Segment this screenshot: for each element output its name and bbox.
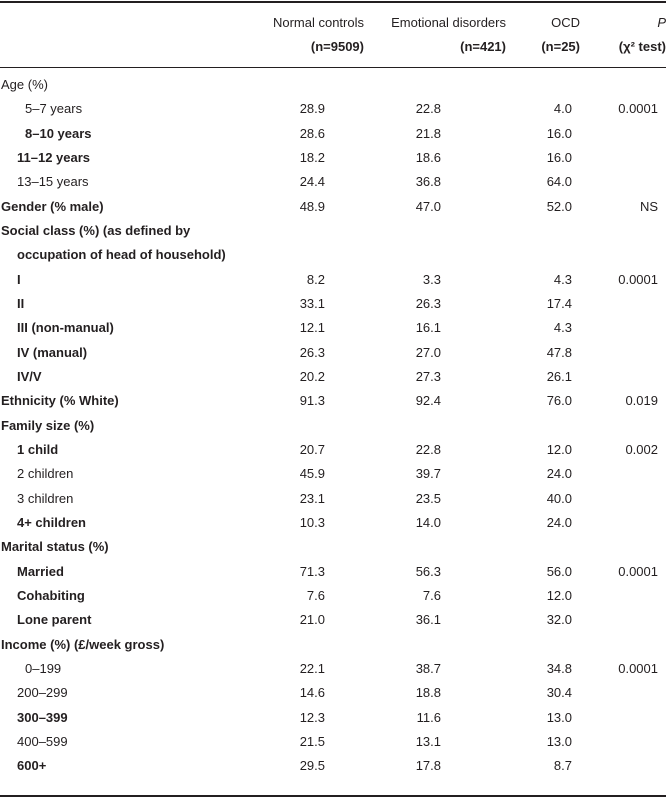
row-label: Income (%) (£/week gross): [1, 636, 165, 652]
normal-controls-value: 23.1: [299, 490, 325, 506]
row-label: II: [17, 295, 25, 311]
ocd-value: 56.0: [546, 563, 572, 579]
header-n: (n=25): [541, 39, 580, 54]
normal-controls-value: 20.7: [299, 441, 325, 457]
emotional-disorders-value: 39.7: [415, 466, 441, 482]
ocd-value: 16.0: [546, 125, 572, 141]
header-p-value: [592, 11, 666, 59]
table-row: [0, 292, 666, 316]
normal-controls-value: 8.2: [306, 271, 325, 287]
emotional-disorders-value: 3.3: [422, 271, 441, 287]
table-row: [0, 146, 666, 170]
row-label: 600+: [17, 758, 47, 774]
normal-controls-value: 48.9: [299, 198, 325, 214]
normal-controls-value: 20.2: [299, 368, 325, 384]
table-row: [0, 730, 666, 754]
row-label: 200–299: [17, 685, 68, 701]
ocd-value: 76.0: [546, 393, 572, 409]
header-n: (χ² test): [618, 39, 666, 54]
ocd-value: 32.0: [546, 612, 572, 628]
row-label: Age (%): [1, 77, 48, 92]
normal-controls-value: 26.3: [299, 344, 325, 360]
emotional-disorders-value: 11.6: [416, 709, 441, 725]
ocd-value: 12.0: [546, 441, 572, 457]
ocd-value: 4.0: [553, 101, 572, 117]
normal-controls-value: 28.9: [299, 101, 325, 117]
header-label: P: [657, 15, 666, 30]
ocd-value: 13.0: [546, 733, 572, 749]
normal-controls-value: 7.6: [306, 587, 325, 603]
table-row: [0, 97, 666, 121]
normal-controls-value: 33.1: [299, 295, 325, 311]
emotional-disorders-value: 21.8: [415, 125, 441, 141]
row-label: 2 children: [17, 466, 74, 482]
row-label: IV (manual): [17, 344, 88, 360]
header-rule: [0, 67, 666, 68]
table-row: [0, 316, 666, 340]
row-label: occupation of head of household): [17, 247, 226, 263]
table-row: [0, 243, 666, 267]
row-label: 11–12 years: [17, 149, 91, 165]
row-label: 1 child: [17, 441, 59, 457]
p-value: 0.0001: [618, 271, 658, 287]
emotional-disorders-value: 26.3: [415, 295, 441, 311]
emotional-disorders-value: 36.8: [415, 174, 441, 190]
table-row: [0, 535, 666, 559]
row-label: I: [17, 271, 21, 287]
table-row: [0, 706, 666, 730]
table-row: [0, 511, 666, 535]
table-row: [0, 122, 666, 146]
row-label: 13–15 years: [17, 174, 89, 190]
row-label: Marital status (%): [1, 539, 109, 555]
ocd-value: 16.0: [546, 149, 572, 165]
p-value: 0.002: [625, 441, 658, 457]
row-label: 8–10 years: [25, 125, 92, 141]
emotional-disorders-value: 27.3: [415, 368, 441, 384]
header-label: Emotional disorders: [391, 15, 506, 30]
table-row: [0, 608, 666, 632]
ocd-value: 52.0: [546, 198, 572, 214]
ocd-value: 30.4: [546, 685, 572, 701]
row-label: Lone parent: [17, 612, 92, 628]
table-row: [0, 560, 666, 584]
ocd-value: 64.0: [546, 174, 572, 190]
table-body: [0, 73, 666, 779]
header-label: OCD: [551, 15, 580, 30]
emotional-disorders-value: 18.6: [415, 149, 441, 165]
header-n: (n=421): [460, 39, 506, 54]
ocd-value: 17.4: [546, 295, 572, 311]
row-label: III (non-manual): [17, 320, 114, 336]
normal-controls-value: 29.5: [299, 758, 325, 774]
ocd-value: 12.0: [546, 587, 572, 603]
normal-controls-value: 18.2: [299, 149, 325, 165]
ocd-value: 4.3: [553, 271, 572, 287]
p-value: 0.0001: [618, 101, 658, 117]
emotional-disorders-value: 47.0: [415, 198, 441, 214]
row-label: 0–199: [25, 660, 62, 676]
header-ocd: [490, 11, 580, 59]
table-row: [0, 73, 666, 97]
header-n: (n=9509): [310, 39, 364, 54]
row-label: Family size (%): [1, 417, 95, 433]
normal-controls-value: 12.1: [299, 320, 325, 336]
ocd-value: 26.1: [546, 368, 572, 384]
row-label: Ethnicity (% White): [1, 393, 119, 409]
row-label: 300–399: [17, 709, 68, 725]
emotional-disorders-value: 22.8: [415, 441, 441, 457]
bottom-rule: [0, 795, 666, 797]
ocd-value: 34.8: [546, 660, 572, 676]
row-label: 5–7 years: [25, 101, 83, 117]
ocd-value: 13.0: [546, 709, 572, 725]
p-value: 0.019: [625, 393, 658, 409]
row-label: Married: [17, 563, 64, 579]
normal-controls-value: 21.0: [299, 612, 325, 628]
normal-controls-value: 22.1: [299, 660, 325, 676]
table-row: [0, 365, 666, 389]
p-value: NS: [639, 198, 658, 214]
table-row: [0, 170, 666, 194]
emotional-disorders-value: 17.8: [415, 758, 441, 774]
emotional-disorders-value: 27.0: [415, 344, 441, 360]
table-row: [0, 219, 666, 243]
ocd-value: 4.3: [553, 320, 572, 336]
row-label: 4+ children: [17, 514, 86, 530]
normal-controls-value: 91.3: [299, 393, 325, 409]
emotional-disorders-value: 92.4: [415, 393, 441, 409]
emotional-disorders-value: 13.1: [415, 733, 441, 749]
emotional-disorders-value: 23.5: [415, 490, 441, 506]
ocd-value: 8.7: [553, 758, 572, 774]
ocd-value: 24.0: [546, 514, 572, 530]
table-row: [0, 487, 666, 511]
header-normal-controls: [232, 11, 364, 59]
table-row: [0, 584, 666, 608]
table-row: [0, 414, 666, 438]
emotional-disorders-value: 36.1: [415, 612, 441, 628]
emotional-disorders-value: 38.7: [415, 660, 441, 676]
row-label: Social class (%) (as defined by: [1, 222, 191, 238]
normal-controls-value: 28.6: [299, 125, 325, 141]
row-label: Cohabiting: [17, 587, 85, 603]
row-label: Gender (% male): [1, 198, 104, 214]
row-label: 3 children: [17, 490, 74, 506]
table-row: [0, 438, 666, 462]
emotional-disorders-value: 14.0: [415, 514, 441, 530]
emotional-disorders-value: 18.8: [415, 685, 441, 701]
normal-controls-value: 14.6: [299, 685, 325, 701]
table-row: [0, 657, 666, 681]
normal-controls-value: 21.5: [299, 733, 325, 749]
emotional-disorders-value: 7.6: [422, 587, 441, 603]
p-value: 0.0001: [618, 563, 658, 579]
top-rule: [0, 1, 666, 3]
row-label: IV/V: [17, 368, 42, 384]
normal-controls-value: 45.9: [299, 466, 325, 482]
ocd-value: 47.8: [546, 344, 572, 360]
p-value: 0.0001: [618, 660, 658, 676]
table-row: [0, 681, 666, 705]
normal-controls-value: 71.3: [299, 563, 325, 579]
normal-controls-value: 12.3: [299, 709, 325, 725]
emotional-disorders-value: 16.1: [415, 320, 441, 336]
emotional-disorders-value: 56.3: [415, 563, 441, 579]
table-row: [0, 195, 666, 219]
header-label: Normal controls: [272, 15, 364, 30]
table-row: [0, 754, 666, 778]
table-row: [0, 462, 666, 486]
table-row: [0, 341, 666, 365]
normal-controls-value: 24.4: [299, 174, 325, 190]
emotional-disorders-value: 22.8: [415, 101, 441, 117]
ocd-value: 40.0: [546, 490, 572, 506]
table-row: [0, 633, 666, 657]
table-row: [0, 268, 666, 292]
row-label: 400–599: [17, 733, 68, 749]
ocd-value: 24.0: [546, 466, 572, 482]
normal-controls-value: 10.3: [299, 514, 325, 530]
header-emotional-disorders: [356, 11, 506, 59]
table-row: [0, 389, 666, 413]
